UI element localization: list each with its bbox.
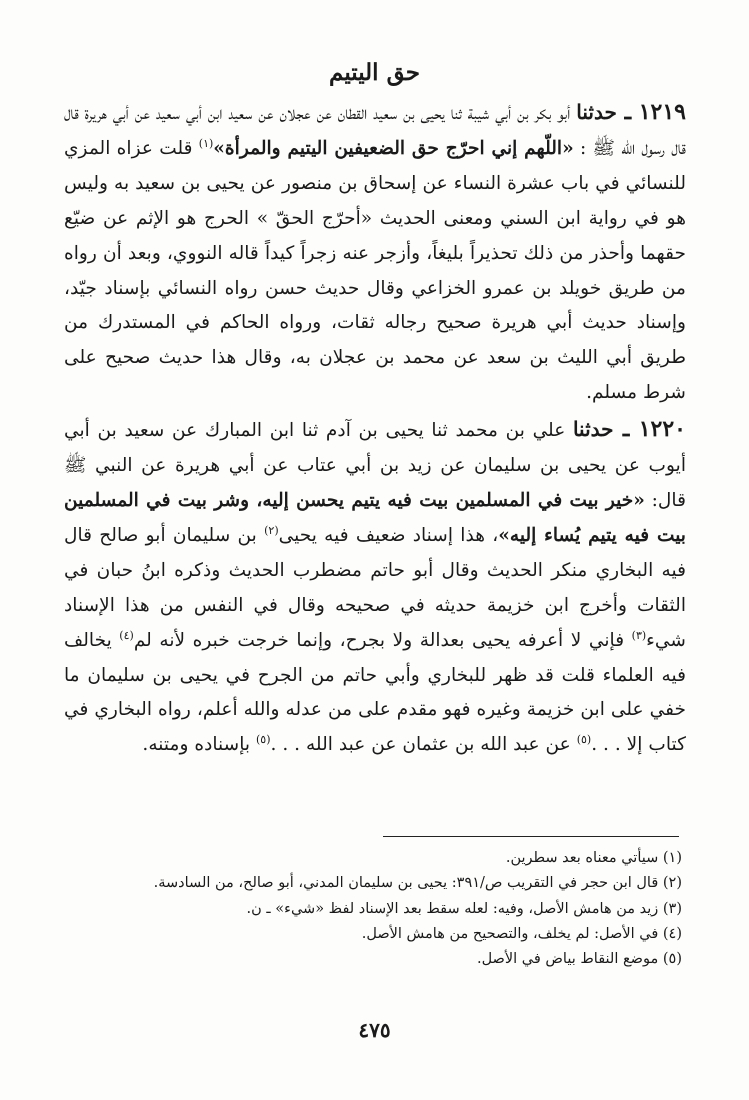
matn-text: «اللّهم إني احرّج حق الضعيفين اليتيم والمرأة»	[213, 137, 574, 159]
number-dash: ـ	[613, 416, 639, 443]
haddathana-word: حدثنا	[572, 417, 614, 442]
footnote-item: (١) سيأتي معناه بعد سطرين.	[505, 850, 682, 866]
number-dash: ـ	[616, 99, 639, 125]
hadith-1219	[64, 95, 686, 411]
footnotes	[64, 846, 682, 972]
commentary-text: قلت عزاه المزي للنسائي في باب عشرة النساء عن إسحاق بن منصور عن يحيى بن سعيد به وليس هو في رواية ابن السني ومعنى الحديث «أحرّج الحقّ » الحرج هو الإثم عن ضيّع حقهما وأحذر من ذلك تحذيراً بليغاً، وأزجر عنه زجراً كيداً قاله النووي، وبعد أن رواه من طريق خويلد بن عمرو الخزاعي وقال حديث حسن رواه النسائي بإسناد جيّد، وإسناد حديث أبي هريرة صحيح رجاله ثقات، ورواه الحاكم في المستدرك من طريق أبي الليث بن سعد عن محمد بن عجلان به، وقال هذا حديث صحيح على شرط مسلم.	[64, 137, 686, 404]
isnad-text: علي بن محمد ثنا يحيى بن آدم ثنا ابن المبارك عن سعيد بن أبي أيوب عن يحيى بن سليمان عن زيد بن أبي عتاب عن أبي هريرة عن النبي ﷺ قال:	[64, 420, 686, 511]
hadith-number: ١٢١٩	[638, 99, 686, 125]
commentary-text: بن سليمان أبو صالح قال فيه البخاري منكر الحديث وقال أبو حاتم مضطرب الحديث وذكره ابنُ حبان في الثقات وأخرج ابن خزيمة حديثه في صحيحه وقال في النفس من هذا الإسناد شيء	[64, 524, 686, 651]
haddathana-word: حدثنا	[576, 100, 617, 124]
footnote-marker[interactable]: (٤)	[119, 628, 134, 642]
commentary-text: ، هذا إسناد ضعيف فيه يحيى	[278, 524, 499, 546]
page-number: ٤٧٥	[358, 1018, 391, 1042]
footnote-divider	[383, 836, 679, 837]
footnote-item: (٥) موضع النقاط بياض في الأصل.	[476, 951, 682, 968]
footnote-marker[interactable]: (٥)	[576, 733, 592, 747]
commentary-text: فإني لا أعرفه يحيى بعدالة ولا بجرح، وإنما خرجت خبره لأنه لم	[133, 629, 632, 651]
footnote-marker[interactable]: (٣)	[631, 628, 647, 642]
footnote-marker[interactable]: (٢)	[264, 523, 279, 537]
footnote-marker[interactable]: (١)	[198, 136, 214, 150]
footnote-item: (٢) قال ابن حجر في التقريب ص/٣٩١: يحيى بن سليمان المدني، أبو صالح، من السادسة.	[153, 875, 682, 892]
hadith-number: ١٢٢٠	[638, 416, 686, 443]
footnote-item: (٤) في الأصل: لم يخلف، والتصحيح من هامش الأصل.	[361, 925, 682, 942]
hadith-1220	[64, 412, 686, 763]
commentary-text: بإسناده ومتنه.	[142, 734, 256, 756]
running-title: حق اليتيم	[329, 59, 420, 86]
main-text	[64, 95, 686, 763]
footnote-item: (٣) زيد من هامش الأصل، وفيه: لعله سقط بعد الإسناد لفظ «شيء» ـ ن.	[246, 900, 682, 917]
commentary-text: يخالف فيه العلماء قلت قد ظهر للبخاري وأبي حاتم من الجرح في يحيى بن سليمان ما خفي على ابن خزيمة وغيره فهو مقدم على من عدله والله أعلم، رواه البخاري في كتاب إلا . . .	[64, 629, 686, 756]
matn-text: «خير بيت في المسلمين بيت فيه يتيم يحسن إليه، وشر بيت في المسلمين بيت فيه يتيم يُساء إليه»	[64, 489, 686, 546]
isnad-text: أبو بكر بن أبي شيبة ثنا يحيى بن سعيد القطان عن عجلان عن سعيد ابن أبي سعيد عن أبي هريرة قال قال رسول الله ﷺ :	[64, 103, 686, 159]
footnote-marker[interactable]: (٥)	[255, 733, 271, 747]
commentary-text: عن عبد الله بن عثمان عن عبد الله . . .	[270, 734, 577, 756]
